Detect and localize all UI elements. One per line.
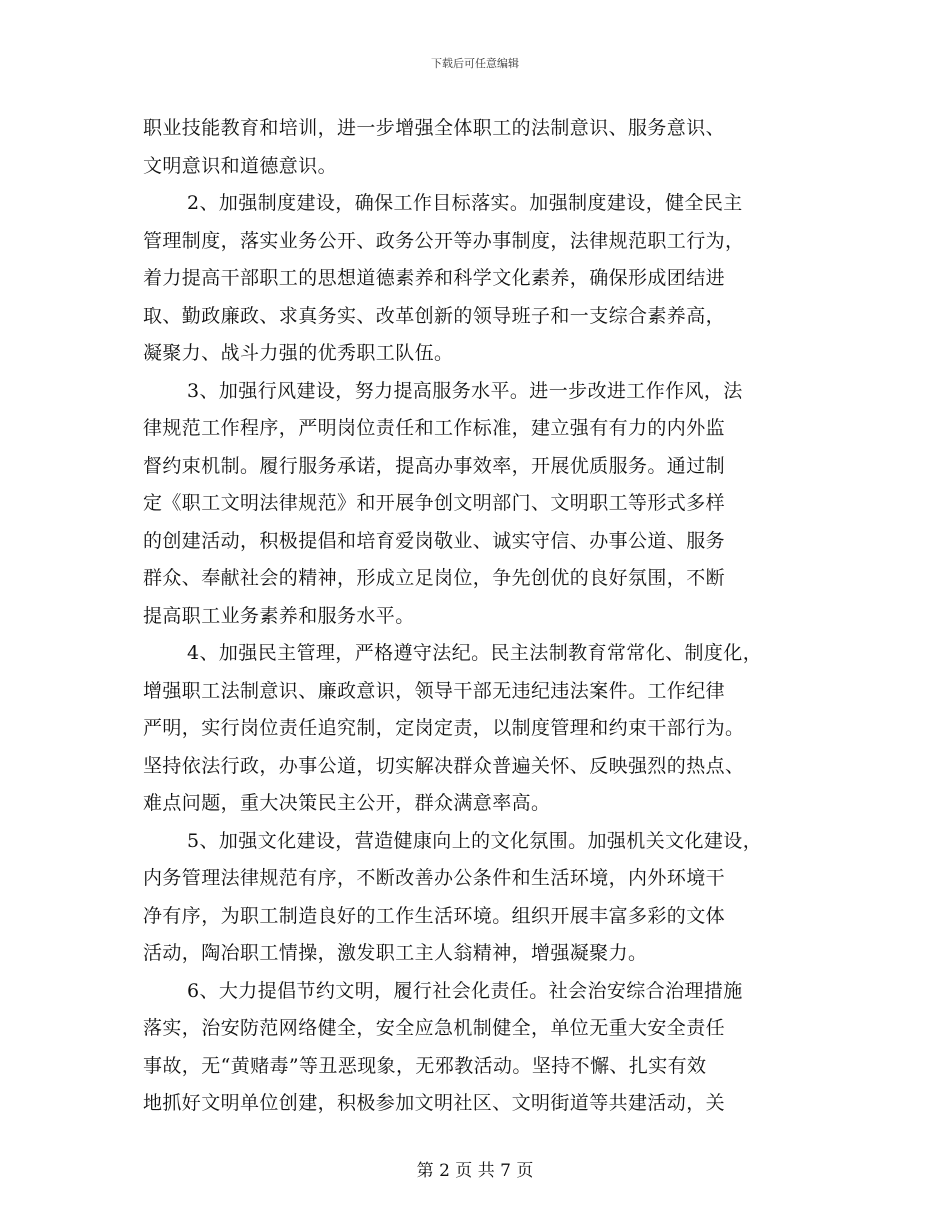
text-line: 严明，实行岗位责任追究制，定岗定责，以制度管理和约束干部行为。 (143, 717, 745, 739)
text-line: 律规范工作程序，严明岗位责任和工作标准，建立强有有力的内外监 (143, 417, 726, 439)
text-line: 坚持依法行政，办事公道，切实解决群众普遍关怀、反映强烈的热点、 (143, 754, 745, 777)
text-line: 事故，无“黄赌毒”等丑恶现象，无邪教活动。坚持不懈、扎实有效 (143, 1054, 707, 1077)
paragraph-start-line: 5、加强文化建设，营造健康向上的文化氛围。加强机关文化建设， (187, 829, 763, 852)
page-footer: 第 2 页 共 7 页 (416, 1161, 534, 1181)
text-line: 文明意识和道德意识。 (143, 154, 338, 177)
text-line: 管理制度，落实业务公开、政务公开等办事制度，法律规范职工行为， (143, 229, 745, 252)
text-line: 职业技能教育和培训，进一步增强全体职工的法制意识、服务意识、 (143, 117, 726, 139)
text-line: 难点问题，重大决策民主公开，群众满意率高。 (143, 792, 551, 814)
text-line: 提高职工业务素养和服务水平。 (143, 604, 415, 627)
page-header: 下载后可任意编辑 (431, 57, 519, 70)
text-line: 群众、奉献社会的精神，形成立足岗位，争先创优的良好氛围，不断 (143, 567, 726, 589)
paragraph-start-line: 3、加强行风建设，努力提高服务水平。进一步改进工作作风，法 (187, 379, 743, 402)
text-line: 地抓好文明单位创建，积极参加文明社区、文明街道等共建活动，关 (143, 1092, 726, 1114)
paragraph-start-line: 6、大力提倡节约文明，履行社会化责任。社会治安综合治理措施 (187, 979, 743, 1002)
text-line: 增强职工法制意识、廉政意识，领导干部无违纪违法案件。工作纪律 (143, 679, 726, 702)
text-line: 定《职工文明法律规范》和开展争创文明部门、文明职工等形式多样 (143, 492, 726, 514)
text-line: 活动，陶冶职工情操，激发职工主人翁精神，增强凝聚力。 (143, 942, 648, 964)
text-line: 凝聚力、战斗力强的优秀职工队伍。 (143, 342, 454, 364)
text-line: 净有序，为职工制造良好的工作生活环境。组织开展丰富多彩的文体 (143, 904, 726, 927)
text-line: 落实，治安防范网络健全，安全应急机制健全，单位无重大安全责任 (143, 1017, 726, 1039)
paragraph-start-line: 2、加强制度建设，确保工作目标落实。加强制度建设，健全民主 (187, 192, 743, 214)
text-line: 内务管理法律规范有序，不断改善办公条件和生活环境，内外环境干 (143, 867, 726, 889)
text-line: 着力提高干部职工的思想道德素养和科学文化素养，确保形成团结进 (143, 267, 726, 289)
text-line: 取、勤政廉政、求真务实、改革创新的领导班子和一支综合素养高， (143, 304, 726, 327)
text-line: 督约束机制。履行服务承诺，提高办事效率，开展优质服务。通过制 (143, 454, 726, 477)
body-text (143, 110, 808, 1123)
paragraph-start-line: 4、加强民主管理，严格遵守法纪。民主法制教育常常化、制度化， (187, 642, 763, 664)
text-line: 的创建活动，积极提倡和培育爱岗敬业、诚实守信、办事公道、服务 (143, 529, 726, 552)
